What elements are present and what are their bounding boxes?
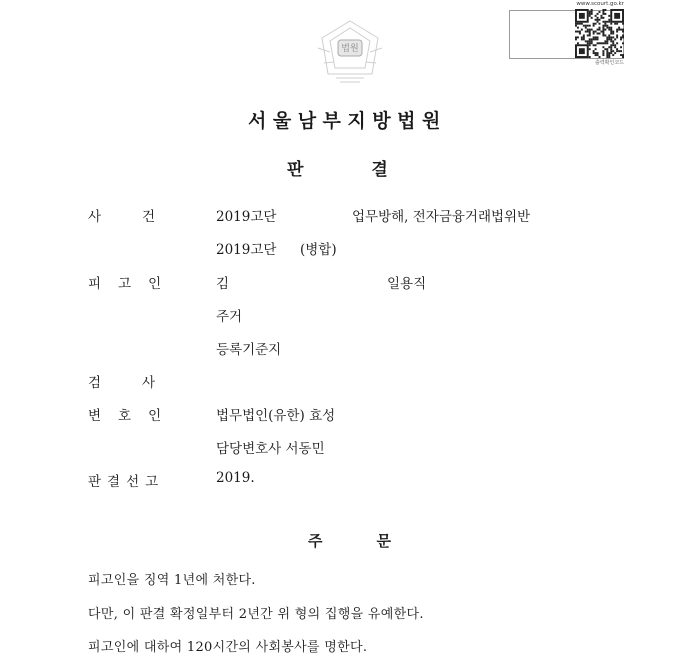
- merge-note: (병합): [300, 242, 337, 258]
- case-number-2: 2019고단: [216, 242, 277, 258]
- counsel-label: 변호인: [88, 408, 179, 424]
- defendant-label: 피고인: [88, 276, 179, 292]
- counsel-attorney: 담당변호사 서동민: [216, 441, 325, 457]
- qr-code-icon: [575, 9, 624, 58]
- defendant-name: 김: [216, 276, 230, 292]
- defendant-job: 일용직: [387, 276, 427, 292]
- counsel-firm: 법무법인(유한) 효성: [216, 408, 336, 424]
- sentencing-date: 2019.: [216, 470, 255, 486]
- case-names: 업무방해, 전자금융거래법위반: [352, 209, 531, 225]
- order-line: 피고인에 대하여 120시간의 사회봉사를 명한다.: [88, 640, 368, 655]
- address-label: 주거: [216, 309, 243, 325]
- site-url: www.scourt.go.kr: [576, 1, 624, 7]
- case-label: 사건: [88, 209, 197, 225]
- sentencing-label: 판결선고: [88, 474, 165, 490]
- order-line: 피고인을 징역 1년에 처한다.: [88, 573, 256, 588]
- order-title: 주문: [308, 532, 445, 550]
- court-name: 서울남부지방법원: [248, 110, 447, 132]
- document-title: 판결: [287, 160, 456, 180]
- qr-caption: 출력확인코드: [595, 60, 624, 66]
- prosecutor-label: 검사: [88, 375, 197, 391]
- court-seal-text: 법원: [341, 44, 359, 54]
- case-number-1: 2019고단: [216, 209, 277, 225]
- order-line: 다만, 이 판결 확정일부터 2년간 위 형의 집행을 유예한다.: [88, 607, 424, 622]
- registration-label: 등록기준지: [216, 342, 282, 358]
